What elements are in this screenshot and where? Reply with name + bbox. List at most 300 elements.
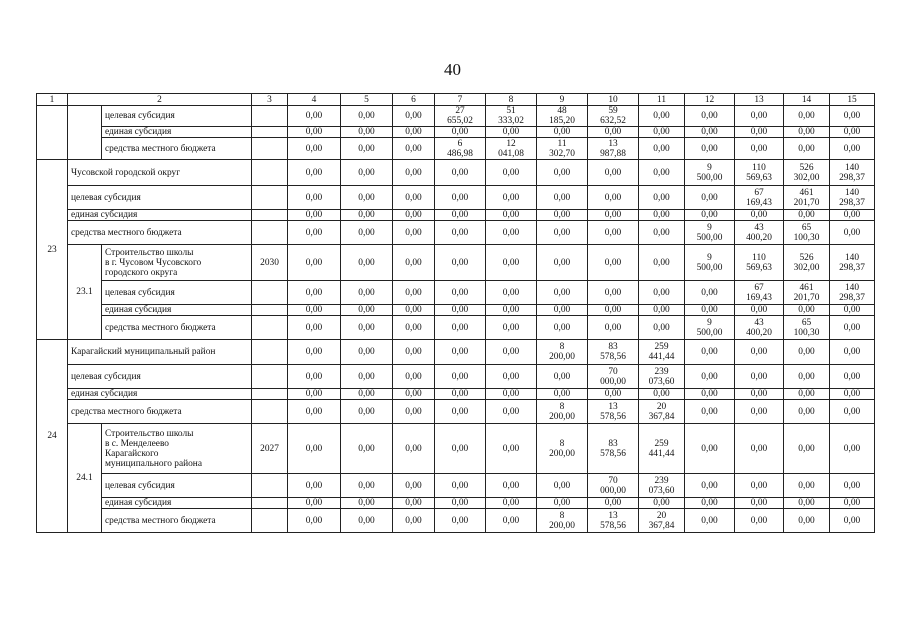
- value-cell: 0,00: [393, 365, 435, 389]
- value-cell: 0,00: [784, 365, 830, 389]
- value-cell: 0,00: [537, 316, 588, 340]
- value-cell: 0,00: [639, 186, 685, 210]
- row-label: единая субсидия: [102, 127, 252, 138]
- value-cell: 0,00: [639, 221, 685, 245]
- value-cell: 0,00: [393, 138, 435, 160]
- value-cell: 0,00: [288, 160, 341, 186]
- value-cell: 0,00: [685, 210, 735, 221]
- value-cell: 0,00: [393, 106, 435, 127]
- sub-index: [68, 106, 102, 160]
- value-cell: 0,00: [639, 138, 685, 160]
- value-cell: 0,00: [685, 498, 735, 509]
- column-number: 5: [341, 94, 393, 106]
- value-cell: 0,00: [784, 389, 830, 400]
- table-row: [37, 245, 875, 281]
- value-cell: 0,00: [537, 365, 588, 389]
- sub-index: 23.1: [68, 245, 102, 340]
- value-cell: 0,00: [393, 340, 435, 365]
- row-index: 23: [37, 160, 68, 340]
- value-cell: 0,00: [784, 424, 830, 474]
- value-cell: 0,00: [288, 106, 341, 127]
- column-number: 7: [435, 94, 486, 106]
- year-cell: [252, 138, 288, 160]
- value-cell: 0,00: [435, 160, 486, 186]
- value-cell: 0,00: [393, 127, 435, 138]
- value-cell: 0,00: [435, 186, 486, 210]
- year-cell: [252, 106, 288, 127]
- value-cell: 0,00: [341, 245, 393, 281]
- table-row: [37, 138, 875, 160]
- row-label: средства местного бюджета: [102, 509, 252, 533]
- value-cell: 0,00: [639, 160, 685, 186]
- table-row: [37, 498, 875, 509]
- value-cell: 8 200,00: [537, 400, 588, 424]
- value-cell: 0,00: [393, 305, 435, 316]
- value-cell: 0,00: [288, 365, 341, 389]
- row-label: средства местного бюджета: [102, 138, 252, 160]
- value-cell: 8 200,00: [537, 424, 588, 474]
- value-cell: 11 302,70: [537, 138, 588, 160]
- value-cell: 259 441,44: [639, 424, 685, 474]
- value-cell: 9 500,00: [685, 316, 735, 340]
- value-cell: 0,00: [830, 127, 875, 138]
- value-cell: 0,00: [830, 340, 875, 365]
- value-cell: 0,00: [588, 221, 639, 245]
- value-cell: 0,00: [735, 389, 784, 400]
- value-cell: 526 302,00: [784, 245, 830, 281]
- value-cell: 0,00: [341, 127, 393, 138]
- table-row: [37, 365, 875, 389]
- value-cell: 0,00: [588, 160, 639, 186]
- value-cell: 0,00: [486, 365, 537, 389]
- value-cell: 0,00: [288, 138, 341, 160]
- value-cell: 0,00: [341, 509, 393, 533]
- row-label: Карагайский муниципальный район: [68, 340, 252, 365]
- value-cell: 13 578,56: [588, 509, 639, 533]
- year-cell: [252, 210, 288, 221]
- row-label: целевая субсидия: [68, 186, 252, 210]
- table-row: [37, 127, 875, 138]
- value-cell: 0,00: [435, 509, 486, 533]
- value-cell: 0,00: [288, 186, 341, 210]
- value-cell: 65 100,30: [784, 316, 830, 340]
- value-cell: 0,00: [486, 474, 537, 498]
- value-cell: 0,00: [639, 106, 685, 127]
- value-cell: 0,00: [735, 400, 784, 424]
- value-cell: 0,00: [341, 498, 393, 509]
- value-cell: 70 000,00: [588, 474, 639, 498]
- table-row: [37, 210, 875, 221]
- value-cell: 0,00: [784, 498, 830, 509]
- value-cell: 0,00: [393, 160, 435, 186]
- value-cell: 0,00: [393, 316, 435, 340]
- column-number: 3: [252, 94, 288, 106]
- value-cell: 0,00: [537, 305, 588, 316]
- value-cell: 0,00: [830, 316, 875, 340]
- column-number: 1: [37, 94, 68, 106]
- row-label: Чусовской городской округ: [68, 160, 252, 186]
- value-cell: 43 400,20: [735, 316, 784, 340]
- value-cell: 0,00: [588, 281, 639, 305]
- year-cell: [252, 281, 288, 305]
- year-cell: [252, 498, 288, 509]
- value-cell: 65 100,30: [784, 221, 830, 245]
- value-cell: 83 578,56: [588, 424, 639, 474]
- page-number: 40: [444, 60, 461, 79]
- value-cell: 67 169,43: [735, 186, 784, 210]
- value-cell: 0,00: [288, 305, 341, 316]
- value-cell: 0,00: [537, 281, 588, 305]
- row-index: [37, 106, 68, 160]
- header-row: [37, 94, 875, 106]
- value-cell: 0,00: [735, 210, 784, 221]
- value-cell: 0,00: [784, 400, 830, 424]
- value-cell: 0,00: [341, 221, 393, 245]
- value-cell: 0,00: [486, 210, 537, 221]
- value-cell: 0,00: [435, 305, 486, 316]
- value-cell: 0,00: [486, 498, 537, 509]
- row-label: целевая субсидия: [102, 474, 252, 498]
- value-cell: 0,00: [435, 221, 486, 245]
- value-cell: 0,00: [685, 509, 735, 533]
- value-cell: 0,00: [735, 424, 784, 474]
- value-cell: 259 441,44: [639, 340, 685, 365]
- value-cell: 0,00: [393, 186, 435, 210]
- row-label: целевая субсидия: [68, 365, 252, 389]
- table-row: [37, 474, 875, 498]
- value-cell: 0,00: [435, 498, 486, 509]
- column-number: 9: [537, 94, 588, 106]
- table-row: [37, 221, 875, 245]
- row-index: 24: [37, 340, 68, 533]
- value-cell: 0,00: [784, 127, 830, 138]
- value-cell: 0,00: [288, 316, 341, 340]
- value-cell: 0,00: [735, 474, 784, 498]
- value-cell: 0,00: [435, 365, 486, 389]
- value-cell: 0,00: [486, 281, 537, 305]
- value-cell: 0,00: [288, 340, 341, 365]
- value-cell: 0,00: [830, 474, 875, 498]
- value-cell: 461 201,70: [784, 281, 830, 305]
- table-row: [37, 340, 875, 365]
- value-cell: 0,00: [830, 138, 875, 160]
- table-row: [37, 186, 875, 210]
- value-cell: 70 000,00: [588, 365, 639, 389]
- value-cell: 0,00: [486, 424, 537, 474]
- value-cell: 0,00: [830, 106, 875, 127]
- row-label: единая субсидия: [68, 210, 252, 221]
- value-cell: 6 486,98: [435, 138, 486, 160]
- value-cell: 0,00: [784, 210, 830, 221]
- value-cell: 0,00: [435, 281, 486, 305]
- value-cell: 0,00: [685, 389, 735, 400]
- value-cell: 0,00: [288, 127, 341, 138]
- row-label: единая субсидия: [102, 305, 252, 316]
- value-cell: 0,00: [435, 340, 486, 365]
- value-cell: 0,00: [735, 127, 784, 138]
- value-cell: 0,00: [735, 509, 784, 533]
- value-cell: 0,00: [830, 221, 875, 245]
- year-cell: [252, 127, 288, 138]
- value-cell: 140 298,37: [830, 281, 875, 305]
- table-row: [37, 160, 875, 186]
- value-cell: 0,00: [393, 210, 435, 221]
- value-cell: 0,00: [393, 509, 435, 533]
- value-cell: 0,00: [341, 340, 393, 365]
- value-cell: 0,00: [639, 305, 685, 316]
- value-cell: 0,00: [685, 340, 735, 365]
- table-row: [37, 400, 875, 424]
- value-cell: 0,00: [685, 400, 735, 424]
- value-cell: 0,00: [435, 127, 486, 138]
- value-cell: 0,00: [288, 498, 341, 509]
- value-cell: 0,00: [588, 210, 639, 221]
- value-cell: 239 073,60: [639, 365, 685, 389]
- value-cell: 0,00: [537, 221, 588, 245]
- value-cell: 0,00: [588, 305, 639, 316]
- value-cell: 0,00: [486, 221, 537, 245]
- value-cell: 67 169,43: [735, 281, 784, 305]
- value-cell: 140 298,37: [830, 186, 875, 210]
- column-number: 14: [784, 94, 830, 106]
- value-cell: 0,00: [288, 245, 341, 281]
- row-label: целевая субсидия: [102, 106, 252, 127]
- value-cell: 0,00: [537, 160, 588, 186]
- value-cell: 0,00: [486, 389, 537, 400]
- value-cell: 0,00: [537, 389, 588, 400]
- value-cell: 0,00: [639, 210, 685, 221]
- value-cell: 0,00: [486, 160, 537, 186]
- value-cell: 0,00: [537, 186, 588, 210]
- value-cell: 0,00: [639, 127, 685, 138]
- value-cell: 0,00: [784, 509, 830, 533]
- year-cell: 2027: [252, 424, 288, 474]
- value-cell: 0,00: [537, 245, 588, 281]
- value-cell: 0,00: [639, 316, 685, 340]
- row-label: единая субсидия: [68, 389, 252, 400]
- value-cell: 0,00: [830, 210, 875, 221]
- value-cell: 0,00: [341, 210, 393, 221]
- value-cell: 0,00: [735, 138, 784, 160]
- value-cell: 0,00: [537, 498, 588, 509]
- table-row: [37, 389, 875, 400]
- value-cell: 0,00: [537, 474, 588, 498]
- value-cell: 0,00: [486, 305, 537, 316]
- year-cell: [252, 400, 288, 424]
- value-cell: 0,00: [341, 365, 393, 389]
- value-cell: 0,00: [830, 509, 875, 533]
- year-cell: 2030: [252, 245, 288, 281]
- value-cell: 83 578,56: [588, 340, 639, 365]
- value-cell: 0,00: [486, 127, 537, 138]
- value-cell: 0,00: [784, 138, 830, 160]
- value-cell: 0,00: [588, 316, 639, 340]
- value-cell: 0,00: [486, 509, 537, 533]
- table-row: [37, 281, 875, 305]
- row-label: средства местного бюджета: [102, 316, 252, 340]
- value-cell: 0,00: [830, 365, 875, 389]
- value-cell: 0,00: [393, 400, 435, 424]
- year-cell: [252, 509, 288, 533]
- value-cell: 0,00: [830, 498, 875, 509]
- value-cell: 0,00: [830, 400, 875, 424]
- value-cell: 526 302,00: [784, 160, 830, 186]
- value-cell: 0,00: [685, 474, 735, 498]
- value-cell: 110 569,63: [735, 245, 784, 281]
- value-cell: 0,00: [393, 221, 435, 245]
- value-cell: 0,00: [537, 210, 588, 221]
- year-cell: [252, 365, 288, 389]
- value-cell: 0,00: [341, 474, 393, 498]
- value-cell: 48 185,20: [537, 106, 588, 127]
- value-cell: 0,00: [288, 210, 341, 221]
- value-cell: 0,00: [735, 498, 784, 509]
- value-cell: 0,00: [393, 424, 435, 474]
- table-row: [37, 106, 875, 127]
- value-cell: 0,00: [486, 245, 537, 281]
- value-cell: 0,00: [435, 389, 486, 400]
- year-cell: [252, 160, 288, 186]
- value-cell: 0,00: [830, 424, 875, 474]
- value-cell: 0,00: [537, 127, 588, 138]
- value-cell: 239 073,60: [639, 474, 685, 498]
- table-row: [37, 316, 875, 340]
- row-label: Строительство школы в с. Менделеево Карагайского муниципального района: [102, 424, 252, 474]
- value-cell: 0,00: [588, 245, 639, 281]
- row-label: средства местного бюджета: [68, 400, 252, 424]
- value-cell: 9 500,00: [685, 221, 735, 245]
- value-cell: 0,00: [685, 281, 735, 305]
- year-cell: [252, 305, 288, 316]
- value-cell: 0,00: [685, 424, 735, 474]
- column-number: 13: [735, 94, 784, 106]
- value-cell: 0,00: [288, 474, 341, 498]
- table-row: [37, 305, 875, 316]
- column-number: 2: [68, 94, 252, 106]
- column-number: 12: [685, 94, 735, 106]
- row-label: Строительство школы в г. Чусовом Чусовского городского округа: [102, 245, 252, 281]
- sub-index: 24.1: [68, 424, 102, 533]
- column-number: 11: [639, 94, 685, 106]
- value-cell: 0,00: [393, 281, 435, 305]
- value-cell: 20 367,84: [639, 509, 685, 533]
- value-cell: 0,00: [435, 474, 486, 498]
- value-cell: 0,00: [341, 400, 393, 424]
- value-cell: 0,00: [341, 138, 393, 160]
- value-cell: 140 298,37: [830, 245, 875, 281]
- year-cell: [252, 474, 288, 498]
- value-cell: 0,00: [685, 127, 735, 138]
- value-cell: 8 200,00: [537, 509, 588, 533]
- value-cell: 0,00: [486, 400, 537, 424]
- value-cell: 13 987,88: [588, 138, 639, 160]
- value-cell: 0,00: [784, 106, 830, 127]
- value-cell: 461 201,70: [784, 186, 830, 210]
- value-cell: 0,00: [435, 400, 486, 424]
- value-cell: 0,00: [341, 316, 393, 340]
- row-label: целевая субсидия: [102, 281, 252, 305]
- value-cell: 0,00: [639, 245, 685, 281]
- value-cell: 0,00: [341, 160, 393, 186]
- year-cell: [252, 221, 288, 245]
- value-cell: 0,00: [685, 138, 735, 160]
- year-cell: [252, 316, 288, 340]
- value-cell: 0,00: [486, 340, 537, 365]
- row-label: единая субсидия: [102, 498, 252, 509]
- value-cell: 0,00: [341, 424, 393, 474]
- column-number: 6: [393, 94, 435, 106]
- table-row: [37, 509, 875, 533]
- value-cell: 59 632,52: [588, 106, 639, 127]
- value-cell: 0,00: [735, 106, 784, 127]
- value-cell: 0,00: [486, 186, 537, 210]
- value-cell: 0,00: [341, 106, 393, 127]
- year-cell: [252, 389, 288, 400]
- value-cell: 0,00: [735, 305, 784, 316]
- value-cell: 0,00: [830, 389, 875, 400]
- value-cell: 0,00: [341, 389, 393, 400]
- value-cell: 12 041,08: [486, 138, 537, 160]
- value-cell: 0,00: [685, 365, 735, 389]
- value-cell: 51 333,02: [486, 106, 537, 127]
- value-cell: 0,00: [393, 474, 435, 498]
- value-cell: 0,00: [784, 305, 830, 316]
- value-cell: 0,00: [639, 389, 685, 400]
- value-cell: 0,00: [639, 281, 685, 305]
- row-label: средства местного бюджета: [68, 221, 252, 245]
- value-cell: 0,00: [588, 127, 639, 138]
- value-cell: 20 367,84: [639, 400, 685, 424]
- value-cell: 0,00: [784, 340, 830, 365]
- value-cell: 0,00: [486, 316, 537, 340]
- column-number: 15: [830, 94, 875, 106]
- value-cell: 0,00: [288, 389, 341, 400]
- value-cell: 9 500,00: [685, 245, 735, 281]
- value-cell: 0,00: [341, 281, 393, 305]
- value-cell: 0,00: [288, 400, 341, 424]
- value-cell: 110 569,63: [735, 160, 784, 186]
- value-cell: 0,00: [784, 474, 830, 498]
- value-cell: 8 200,00: [537, 340, 588, 365]
- value-cell: 0,00: [435, 210, 486, 221]
- year-cell: [252, 186, 288, 210]
- value-cell: 0,00: [735, 365, 784, 389]
- value-cell: 0,00: [393, 389, 435, 400]
- value-cell: 9 500,00: [685, 160, 735, 186]
- value-cell: 0,00: [685, 106, 735, 127]
- value-cell: 0,00: [435, 424, 486, 474]
- value-cell: 0,00: [435, 316, 486, 340]
- value-cell: 13 578,56: [588, 400, 639, 424]
- value-cell: 0,00: [435, 245, 486, 281]
- value-cell: 0,00: [341, 186, 393, 210]
- column-number: 4: [288, 94, 341, 106]
- value-cell: 0,00: [288, 509, 341, 533]
- value-cell: 43 400,20: [735, 221, 784, 245]
- value-cell: 0,00: [288, 221, 341, 245]
- value-cell: 0,00: [830, 305, 875, 316]
- value-cell: 0,00: [685, 186, 735, 210]
- value-cell: 140 298,37: [830, 160, 875, 186]
- value-cell: 0,00: [288, 281, 341, 305]
- value-cell: 0,00: [288, 424, 341, 474]
- table-row: [37, 424, 875, 474]
- value-cell: 0,00: [588, 186, 639, 210]
- value-cell: 0,00: [588, 389, 639, 400]
- value-cell: 0,00: [341, 305, 393, 316]
- value-cell: 0,00: [639, 498, 685, 509]
- value-cell: 0,00: [685, 305, 735, 316]
